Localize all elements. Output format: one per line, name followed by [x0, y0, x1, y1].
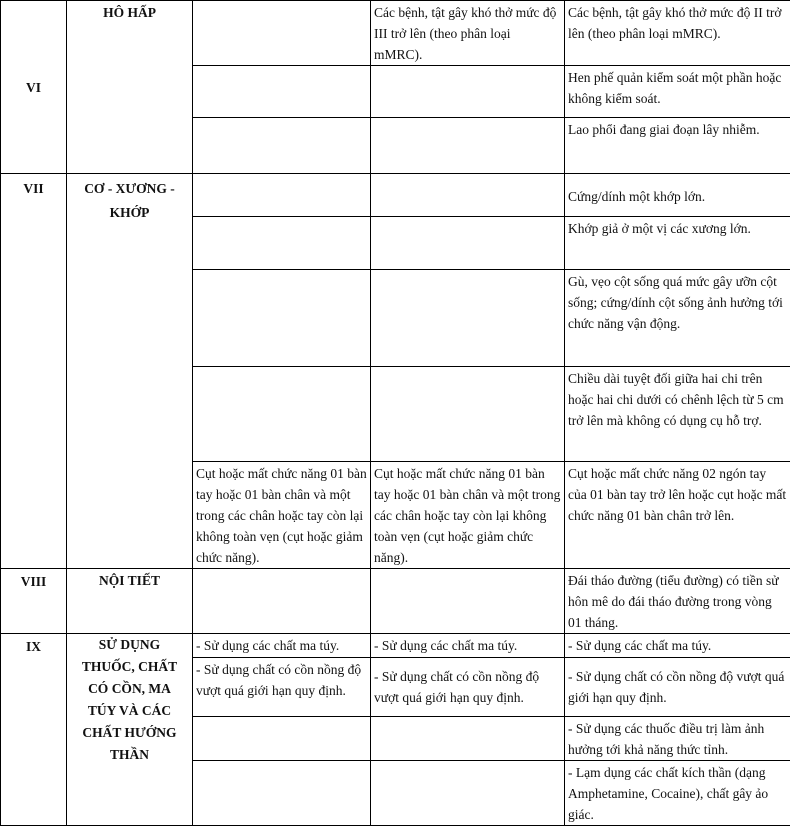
- table-cell: - Sử dụng các chất ma túy.: [193, 634, 371, 658]
- section-number: VII: [1, 174, 67, 569]
- table-cell: Cụt hoặc mất chức năng 02 ngón tay của 01 bàn tay trở lên hoặc cụt hoặc mất chức năng 01 bàn chân trở lên.: [565, 462, 790, 569]
- table-cell: - Sử dụng chất có cồn nồng độ vượt quá giới hạn quy định.: [565, 658, 790, 717]
- table-cell: [193, 717, 371, 761]
- table-cell: [193, 1, 371, 66]
- table-row: [1, 174, 790, 217]
- table-cell: [193, 174, 371, 217]
- table-cell: Các bệnh, tật gây khó thở mức độ II trở lên (theo phân loại mMRC).: [565, 1, 790, 66]
- table-cell: [371, 66, 565, 118]
- section-group-title: CƠ - XƯƠNG - KHỚP: [67, 174, 193, 569]
- table-cell: [193, 761, 371, 826]
- table-cell: Các bệnh, tật gây khó thở mức độ III trở lên (theo phân loại mMRC).: [371, 1, 565, 66]
- table-cell: [371, 569, 565, 634]
- table-cell: Hen phế quản kiểm soát một phần hoặc không kiểm soát.: [565, 66, 790, 118]
- section-number: IX: [1, 634, 67, 826]
- table-cell: Cụt hoặc mất chức năng 01 bàn tay hoặc 01 bàn chân và một trong các chân hoặc tay còn lại không toàn vẹn (cụt hoặc giảm chức năng).: [371, 462, 565, 569]
- table-cell: [371, 174, 565, 217]
- table-cell: - Sử dụng chất có cồn nồng độ vượt quá giới hạn quy định.: [193, 658, 371, 717]
- table-cell: Chiều dài tuyệt đối giữa hai chi trên hoặc hai chi dưới có chênh lệch từ 5 cm trở lên mà không có dụng cụ hỗ trợ.: [565, 367, 790, 462]
- table-cell: [193, 569, 371, 634]
- table-cell: Khớp giả ở một vị các xương lớn.: [565, 217, 790, 270]
- table-cell: [371, 118, 565, 174]
- table-cell: - Lạm dụng các chất kích thần (dạng Amphetamine, Cocaine), chất gây ảo giác.: [565, 761, 790, 826]
- table-row: [1, 1, 790, 66]
- table-cell: [371, 761, 565, 826]
- table-cell: - Sử dụng chất có cồn nồng độ vượt quá giới hạn quy định.: [371, 658, 565, 717]
- section-number: VIII: [1, 569, 67, 634]
- table-cell: [193, 270, 371, 367]
- table-cell: [193, 367, 371, 462]
- table-cell: [371, 367, 565, 462]
- table-cell: Gù, vẹo cột sống quá mức gây ưỡn cột sống; cứng/dính cột sống ảnh hưởng tới chức năng vận động.: [565, 270, 790, 367]
- table-cell: [371, 217, 565, 270]
- section-group-title: NỘI TIẾT: [67, 569, 193, 634]
- section-number: VI: [1, 1, 67, 174]
- table-cell: Cứng/dính một khớp lớn.: [565, 174, 790, 217]
- table-cell: [193, 118, 371, 174]
- table-row: [1, 634, 790, 658]
- table-row: [1, 569, 790, 634]
- table-cell: [371, 717, 565, 761]
- table-cell: Lao phổi đang giai đoạn lây nhiễm.: [565, 118, 790, 174]
- table-cell: - Sử dụng các chất ma túy.: [565, 634, 790, 658]
- table-cell: [193, 66, 371, 118]
- section-group-title: SỬ DỤNG THUỐC, CHẤT CÓ CỒN, MA TÚY VÀ CÁC CHẤT HƯỚNG THẦN: [67, 634, 193, 826]
- table-cell: Cụt hoặc mất chức năng 01 bàn tay hoặc 01 bàn chân và một trong các chân hoặc tay còn lại không toàn vẹn (cụt hoặc giảm chức năng).: [193, 462, 371, 569]
- table-cell: [371, 270, 565, 367]
- section-group-title: HÔ HẤP: [67, 1, 193, 174]
- table-cell: - Sử dụng các thuốc điều trị làm ảnh hưởng tới khả năng thức tỉnh.: [565, 717, 790, 761]
- table-cell: Đái tháo đường (tiểu đường) có tiền sử hôn mê do đái tháo đường trong vòng 01 tháng.: [565, 569, 790, 634]
- table-cell: - Sử dụng các chất ma túy.: [371, 634, 565, 658]
- table-cell: [193, 217, 371, 270]
